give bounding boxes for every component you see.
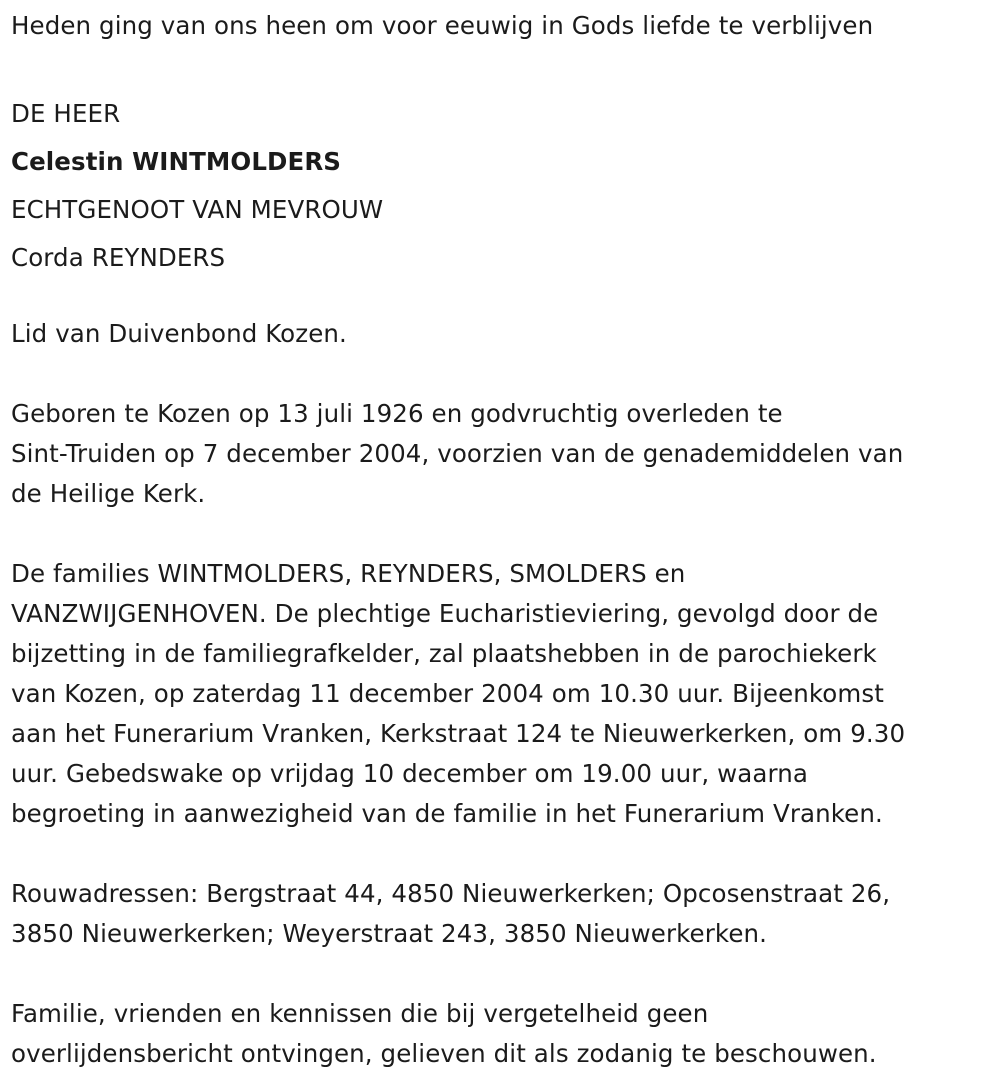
spacer	[11, 354, 991, 394]
paragraph-line: aan het Funerarium Vranken, Kerkstraat 124 te Nieuwerkerken, om 9.30	[11, 719, 906, 748]
membership-line: Lid van Duivenbond Kozen.	[11, 319, 347, 348]
paragraph-line: Sint-Truiden op 7 december 2004, voorzien van de genademiddelen van	[11, 439, 904, 468]
spacer	[11, 834, 991, 874]
paragraph-line: uur. Gebedswake op vrijdag 10 december om 19.00 uur, waarna	[11, 759, 809, 788]
paragraph-line: 3850 Nieuwerkerken; Weyerstraat 243, 3850 Nieuwerkerken.	[11, 919, 768, 948]
paragraph-line: Familie, vrienden en kennissen die bij vergetelheid geen	[11, 999, 709, 1028]
death-notice	[11, 2, 991, 1074]
paragraph-line: Rouwadressen: Bergstraat 44, 4850 Nieuwerkerken; Opcosenstraat 26,	[11, 879, 891, 908]
paragraph-line: VANZWIJGENHOVEN. De plechtige Eucharistieviering, gevolgd door de	[11, 599, 879, 628]
spacer	[11, 282, 991, 314]
deceased-name: Celestin WINTMOLDERS	[11, 147, 342, 176]
paragraph-line: Geboren te Kozen op 13 juli 1926 en godvruchtig overleden te	[11, 399, 783, 428]
paragraph-line: begroeting in aanwezigheid van de familie in het Funerarium Vranken.	[11, 799, 883, 828]
intro-line: Heden ging van ons heen om voor eeuwig in Gods liefde te verblijven	[11, 11, 874, 40]
paragraph-line: bijzetting in de familiegrafkelder, zal plaatshebben in de parochiekerk	[11, 639, 877, 668]
paragraph-line: de Heilige Kerk.	[11, 479, 206, 508]
closing-paragraph	[11, 994, 991, 1074]
spacer	[11, 514, 991, 554]
title-line: DE HEER	[11, 99, 121, 128]
spacer	[11, 954, 991, 994]
paragraph-line: van Kozen, op zaterdag 11 december 2004 om 10.30 uur. Bijeenkomst	[11, 679, 884, 708]
paragraph-line: De families WINTMOLDERS, REYNDERS, SMOLDERS en	[11, 559, 686, 588]
birth-death-paragraph	[11, 394, 991, 514]
spacer	[11, 50, 991, 90]
spouse-label: ECHTGENOOT VAN MEVROUW	[11, 195, 384, 224]
spouse-name: Corda REYNDERS	[11, 243, 226, 272]
address-paragraph	[11, 874, 991, 954]
paragraph-line: overlijdensbericht ontvingen, gelieven dit als zodanig te beschouwen.	[11, 1039, 877, 1068]
ceremony-paragraph	[11, 554, 991, 834]
